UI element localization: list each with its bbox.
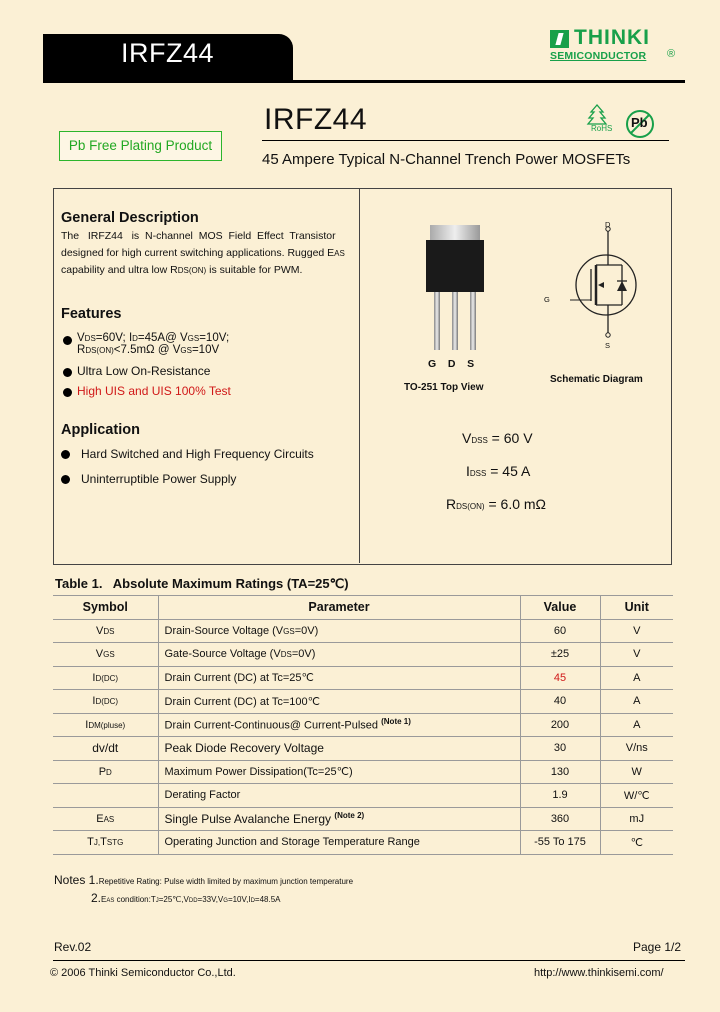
row-parameter: Drain Current (DC) at Tc=100℃ xyxy=(158,690,520,714)
schematic-caption: Schematic Diagram xyxy=(550,374,643,385)
row-symbol xyxy=(53,784,158,808)
footer-rule xyxy=(53,960,685,961)
row-value: 130 xyxy=(520,760,600,784)
rohs-icon xyxy=(583,104,613,136)
revision: Rev.02 xyxy=(54,940,92,954)
table-row xyxy=(53,643,673,667)
row-parameter: Derating Factor xyxy=(158,784,520,808)
application-item-ups: Uninterruptible Power Supply xyxy=(81,472,237,486)
feature-item-ratings: VDS=60V; ID=45A@ VGS=10V; RDS(ON)<7.5mΩ @ VGS=10V xyxy=(77,332,230,356)
table-row xyxy=(53,713,673,737)
header-parameter: Parameter xyxy=(158,596,520,620)
general-description-text xyxy=(61,228,356,280)
feature-item-uis-test: High UIS and UIS 100% Test xyxy=(77,384,231,398)
row-parameter: Drain Current-Continuous@ Current-Pulsed $^{(Note 1)}$ xyxy=(158,713,520,737)
logo-registered: ® xyxy=(667,48,676,60)
panel-divider xyxy=(359,189,360,563)
package-caption: TO-251 Top View xyxy=(404,382,484,393)
row-unit: mJ xyxy=(600,807,673,831)
spec-rdson: RDS(ON) = 6.0 mΩ xyxy=(446,496,547,512)
general-line-2: designed for high current switching applications. Rugged EAS xyxy=(61,246,345,259)
row-unit: A xyxy=(600,666,673,690)
logo-name: THINKI xyxy=(574,26,650,49)
schematic-source-label: S xyxy=(605,341,611,350)
ratings-table-title: Table 1. Absolute Maximum Ratings (TA=25℃) xyxy=(55,576,349,591)
header-symbol: Symbol xyxy=(53,596,158,620)
table-row xyxy=(53,666,673,690)
rohs-label: RoHS xyxy=(591,124,613,133)
spec-idss: IDSS = 45 A xyxy=(466,463,531,479)
row-value: -55 To 175 xyxy=(520,831,600,855)
schematic-gate-label: G xyxy=(544,295,550,304)
row-parameter: Drain-Source Voltage (VGS=0V) xyxy=(158,619,520,643)
copyright: © 2006 Thinki Semiconductor Co.,Ltd. xyxy=(50,967,236,979)
row-parameter: Drain Current (DC) at Tc=25℃ xyxy=(158,666,520,690)
note-2: 2.EAS condition:TJ=25℃,VDD=33V,VG=10V,ID=48.5A xyxy=(91,891,281,905)
row-value: 60 xyxy=(520,619,600,643)
row-parameter: Operating Junction and Storage Temperature Range xyxy=(158,831,520,855)
feature-item-low-resistance: Ultra Low On-Resistance xyxy=(77,364,211,378)
table-row xyxy=(53,831,673,855)
page-title: IRFZ44 xyxy=(264,103,368,136)
application-list xyxy=(61,447,351,497)
website-link[interactable]: http://www.thinkisemi.com/ xyxy=(534,967,664,979)
bullet-icon xyxy=(61,475,70,484)
notes-label: Notes 1. xyxy=(54,873,99,887)
row-parameter: Peak Diode Recovery Voltage xyxy=(158,737,520,761)
table-row xyxy=(53,807,673,831)
pb-free-icon xyxy=(625,109,655,139)
row-value: 1.9 xyxy=(520,784,600,808)
row-unit: V/ns xyxy=(600,737,673,761)
row-unit: W xyxy=(600,760,673,784)
mosfet-schematic xyxy=(560,225,644,345)
title-rule xyxy=(262,140,669,141)
company-logo xyxy=(548,28,688,70)
row-unit: W/℃ xyxy=(600,784,673,808)
row-symbol: PD xyxy=(53,760,158,784)
table-row xyxy=(53,690,673,714)
row-symbol: ID(DC) xyxy=(53,666,158,690)
bullet-icon xyxy=(63,388,72,397)
spec-vdss: VDSS = 60 V xyxy=(462,430,533,446)
page-subtitle: 45 Ampere Typical N-Channel Trench Power MOSFETs xyxy=(262,151,631,168)
bullet-icon xyxy=(63,368,72,377)
bullet-icon xyxy=(61,450,70,459)
general-description-heading: General Description xyxy=(61,210,199,226)
row-parameter: Single Pulse Avalanche Energy $^{(Note 2)}$ xyxy=(158,807,520,831)
page-number: Page 1/2 xyxy=(633,940,682,954)
row-symbol: ID(DC) xyxy=(53,690,158,714)
row-unit: V xyxy=(600,643,673,667)
row-value: 45 xyxy=(520,666,600,690)
package-pin-labels: G D S xyxy=(428,358,475,370)
logo-subtitle: SEMICONDUCTOR xyxy=(550,50,647,62)
general-line-1: The IRFZ44 is N-channel MOS Field Effect Transistor xyxy=(61,230,336,242)
table-row xyxy=(53,760,673,784)
header-part-number: IRFZ44 xyxy=(121,38,215,68)
row-value: ±25 xyxy=(520,643,600,667)
row-value: 30 xyxy=(520,737,600,761)
table-header-row xyxy=(53,596,673,620)
header-value: Value xyxy=(520,596,600,620)
bullet-icon xyxy=(63,336,72,345)
ratings-table xyxy=(53,595,673,855)
row-symbol: dv/dt xyxy=(53,737,158,761)
row-value: 360 xyxy=(520,807,600,831)
pb-free-badge: Pb Free Plating Product xyxy=(59,131,222,161)
logo-mark-icon xyxy=(550,30,569,48)
pb-icon-label: Pb xyxy=(631,115,648,130)
row-parameter: Maximum Power Dissipation(Tc=25℃) xyxy=(158,760,520,784)
note-1 xyxy=(54,873,353,887)
row-symbol: TJ,TSTG xyxy=(53,831,158,855)
row-unit: A xyxy=(600,690,673,714)
table-row xyxy=(53,737,673,761)
header-rule xyxy=(43,80,685,83)
row-value: 40 xyxy=(520,690,600,714)
note-1-text: Repetitive Rating: Pulse width limited by maximum junction temperature xyxy=(98,877,354,886)
application-heading: Application xyxy=(61,422,140,438)
row-unit: V xyxy=(600,619,673,643)
application-item-circuits: Hard Switched and High Frequency Circuits xyxy=(81,447,314,461)
row-unit: ℃ xyxy=(600,831,673,855)
row-value: 200 xyxy=(520,713,600,737)
schematic-drain-label: D xyxy=(605,220,611,229)
table-row xyxy=(53,619,673,643)
table-row xyxy=(53,784,673,808)
features-heading: Features xyxy=(61,306,122,322)
features-list xyxy=(63,332,353,412)
row-unit: A xyxy=(600,713,673,737)
general-line-3: capability and ultra low RDS(ON) is suitable for PWM. xyxy=(61,264,303,276)
row-symbol: EAS xyxy=(53,807,158,831)
header-unit: Unit xyxy=(600,596,673,620)
row-symbol: VGS xyxy=(53,643,158,667)
row-parameter: Gate-Source Voltage (VDS=0V) xyxy=(158,643,520,667)
row-symbol: IDM(pluse) xyxy=(53,713,158,737)
row-symbol: VDS xyxy=(53,619,158,643)
to251-package-drawing xyxy=(410,220,500,352)
